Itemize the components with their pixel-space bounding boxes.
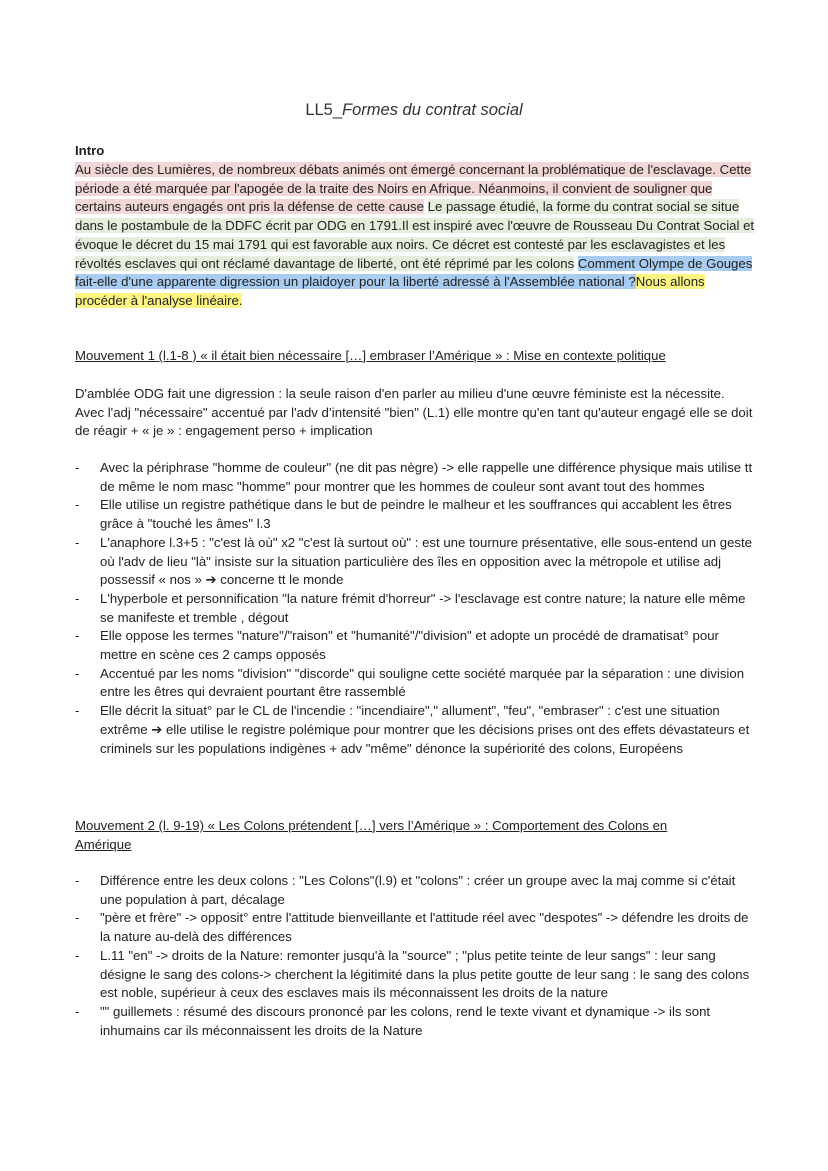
- list-item: - Elle oppose les termes "nature"/"raison" et "humanité"/"division" et adopte un procédé de dramatisat° pour mettre en scène ces 2 camps opposés: [75, 627, 755, 664]
- list-item: - Elle décrit la situat° par le CL de l'incendie : "incendiaire"," allument", "feu", "embraser" : c'est une situation extrême ➔ elle utilise le registre polémique pour montrer que les décisions prises ont des effets dévastateurs et criminels sur les populations indigènes + adv "même" dénonce la supériorité des colons, Européens: [75, 702, 755, 758]
- intro-heading: Intro: [75, 143, 105, 158]
- intro-context-highlight: Au siècle des Lumières, de nombreux débats animés ont émergé concernant la problématique de l'esclavage. Cette période a été marquée par l'apogée de la traite des Noirs en Afrique. Néanmoins, il convient de souligner que certains auteurs engagés ont pris la défense de cette cause: [75, 162, 752, 215]
- list-item: - Avec la périphrase "homme de couleur" (ne dit pas nègre) -> elle rappelle une différence physique mais utilise tt de même le nom masc "homme" pour montrer que les hommes de couleur sont avant tout des hommes: [75, 459, 755, 496]
- title-italic: Formes du contrat social: [342, 101, 523, 119]
- intro-problematic-highlight: Comment Olympe de Gouges fait-elle d'une apparente digression un plaidoyer pour la liberté adressé à l'Assemblée national ?: [75, 255, 753, 290]
- list-item: - L'anaphore l.3+5 : "c'est là où" x2 "c'est là surtout où" : est une tournure présentative, elle sous-entend un geste où l'adv de lieu "là" insiste sur la situation particulière des îles en opposition avec la métropole et utilise adj possessif « nos » ➔ concerne tt le monde: [75, 534, 755, 590]
- page-title: [0, 101, 828, 120]
- list-item: - L.11 "en" -> droits de la Nature: remonter jusqu'à la "source" ; "plus petite teinte de leur sangs" : leur sang désigne le sang des colons-> cherchent la légitimité dans la plus petite goutte de leur sang : le sang des colons est noble, supérieur à ceux des esclaves mais ils méconnaissent les droits de la nature: [75, 947, 755, 1003]
- list-item: - "père et frère" -> opposit° entre l'attitude bienveillante et l'attitude réel avec "despotes" -> défendre les droits de la nature au-delà des différences: [75, 909, 755, 946]
- mouvement-2-bullet-list: [75, 872, 755, 1040]
- mouvement-2-heading: Mouvement 2 (l. 9-19) « Les Colons prétendent […] vers l’Amérique » : Comportement des Colons en Amérique: [75, 818, 668, 852]
- mouvement-1-paragraph: D'amblée ODG fait une digression : la seule raison d'en parler au milieu d'une œuvre féministe est la nécessite. Avec l'adj "nécessaire" accentué par l'adv d’intensité "bien" (L.1) elle montre qu'en tant qu'auteur engagé elle se doit de réagir + « je » : engagement perso + implication: [75, 386, 753, 439]
- mouvement-1-bullet-list: [75, 459, 755, 758]
- intro-situation-highlight: Le passage étudié, la forme du contrat social se situe dans le postambule de la DDFC écrit par ODG en 1791.Il est inspiré avec l'œuvre de Rousseau Du Contrat Social et évoque le décret du 15 mai 1791 qui est favorable aux noirs. Ce décret est contesté par les esclavagistes et les révoltés esclaves qui ont réclamé davantage de liberté, ont été réprimé par les colons: [75, 199, 755, 271]
- title-prefix: LL5_: [305, 101, 343, 119]
- list-item: - Différence entre les deux colons : "Les Colons"(l.9) et "colons" : créer un groupe avec la maj comme si c'était une population à part, décalage: [75, 872, 755, 909]
- list-item: - Accentué par les noms "division" "discorde" qui souligne cette société marquée par la séparation : une division entre les êtres qui devraient pourtant être rassemblé: [75, 665, 755, 702]
- list-item: - "" guillemets : résumé des discours prononcé par les colons, rend le texte vivant et dynamique -> ils sont inhumains car ils méconnaissent les droits de la Nature: [75, 1003, 755, 1040]
- mouvement-1-heading: Mouvement 1 (l.1-8 ) « il était bien nécessaire […] embraser l’Amérique » : Mise en contexte politique: [75, 348, 666, 363]
- intro-paragraph: [75, 161, 757, 311]
- list-item: - L'hyperbole et personnification "la nature frémit d'horreur" -> l'esclavage est contre nature; la nature elle même se manifeste et tremble , dégout: [75, 590, 755, 627]
- intro-announcement-highlight: Nous allons procéder à l'analyse linéaire.: [75, 274, 705, 308]
- list-item: - Elle utilise un registre pathétique dans le but de peindre le malheur et les souffrances qui accablent les êtres grâce à "touché les âmes" l.3: [75, 496, 755, 533]
